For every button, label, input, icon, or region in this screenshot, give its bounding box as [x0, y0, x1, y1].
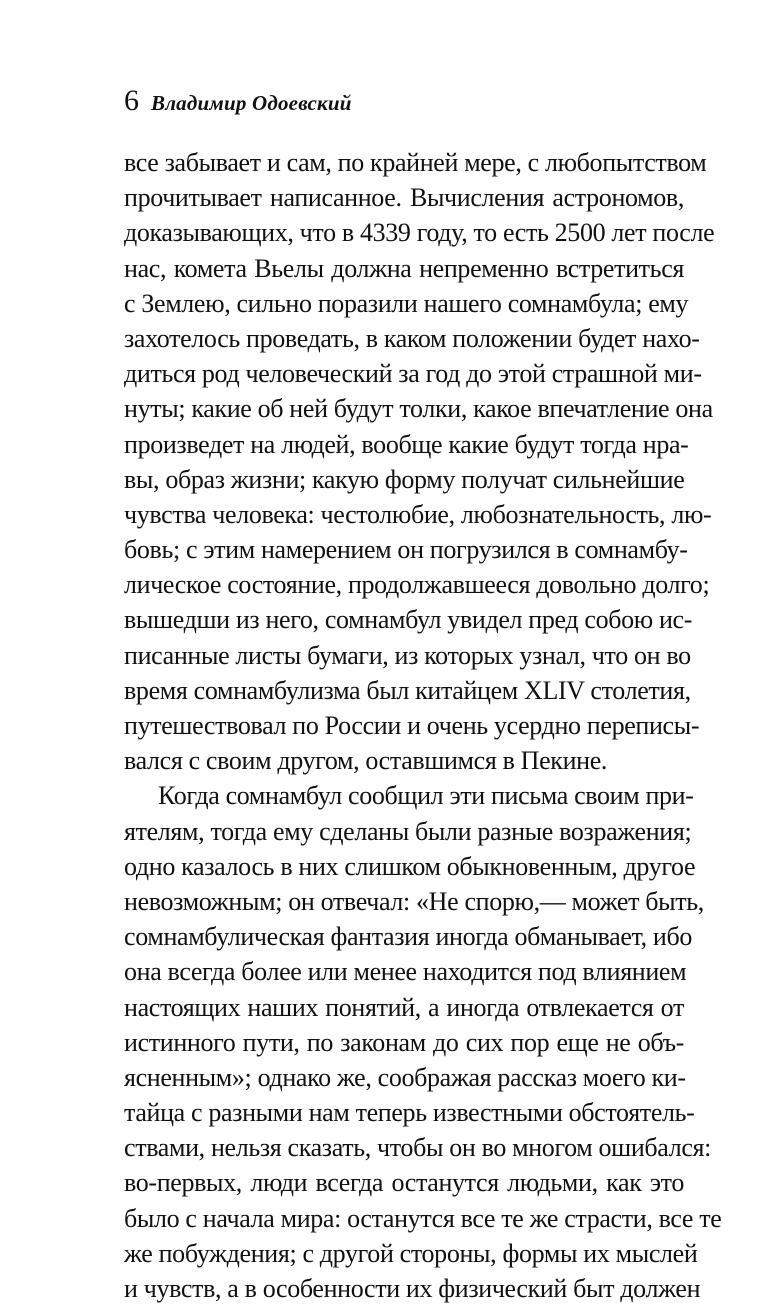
text-line: сомнамбулическая фантазия иногда обманывает, ибо	[124, 922, 692, 952]
text-line: невозможным; он отвечал: «Не спорю,— может быть,	[124, 886, 704, 916]
author-name: Владимир Одоевский	[151, 91, 352, 115]
text-line: вышедши из него, сомнамбул увидел пред собою ис-	[124, 605, 693, 635]
text-line: все забывает и сам, по крайней мере, с любопытством	[124, 148, 707, 177]
text-line: она всегда более или менее находится под влиянием	[124, 957, 687, 987]
text-line: одно казалось в них слишком обыкновенным, другое	[124, 851, 696, 881]
text-line: лическое состояние, продолжавшееся довольно долго;	[124, 570, 710, 600]
text-line: с Землею, сильно поразили нашего сомнамбула; ему	[124, 288, 689, 318]
text-line: ятелям, тогда ему сделаны были разные возражения;	[124, 816, 692, 846]
text-line: путешествовал по России и очень усердно переписы-	[124, 711, 700, 740]
text-line: тайца с разными нам теперь известными обстоятель-	[124, 1098, 695, 1128]
text-line: нуты; какие об ней будут толки, какое впечатление она	[124, 394, 713, 424]
text-line: произведет на людей, вообще какие будут тогда нра-	[124, 429, 689, 459]
text-line: Когда сомнамбул сообщил эти письма своим при-	[158, 781, 694, 811]
text-line: захотелось проведать, в каком положении будет нахо-	[124, 323, 700, 353]
text-line: вался с своим другом, оставшимся в Пекине.	[124, 746, 608, 776]
text-line: чувства человека: честолюбие, любознательность, лю-	[124, 499, 712, 529]
text-line: во-первых, люди всегда останутся людьми, как это	[124, 1168, 684, 1198]
text-line: вы, образ жизни; какую форму получат сильнейшие	[124, 464, 685, 494]
text-line: диться род человеческий за год до этой страшной ми-	[124, 359, 702, 389]
body-text	[124, 145, 722, 1306]
text-line: ствами, нельзя сказать, чтобы он во многом ошибался:	[124, 1133, 712, 1163]
text-line: и чувств, а в особенности их физический быт должен	[124, 1274, 701, 1303]
text-line: нас, комета Вьелы должна непременно встретиться	[124, 253, 684, 283]
text-line: ясненным»; однако же, соображая рассказ моего ки-	[124, 1062, 686, 1092]
text-line: доказывающих, что в 4339 году, то есть 2500 лет после	[124, 218, 715, 248]
page-number: 6	[124, 84, 139, 117]
text-line: время сомнамбулизма был китайцем XLIV столетия,	[124, 675, 691, 705]
text-line: бовь; с этим намерением он погрузился в сомнамбу-	[124, 535, 688, 565]
running-head	[124, 86, 352, 116]
text-line: прочитывает написанное. Вычисления астрономов,	[124, 183, 684, 213]
text-line: истинного пути, по законам до сих пор еще не объ-	[124, 1027, 684, 1057]
text-line: же побуждения; с другой стороны, формы их мыслей	[124, 1238, 698, 1268]
text-line: было с начала мира: останутся все те же страсти, все те	[124, 1203, 722, 1233]
text-line: писанные листы бумаги, из которых узнал, что он во	[124, 640, 691, 670]
text-line: настоящих наших понятий, а иногда отвлекается от	[124, 992, 684, 1022]
